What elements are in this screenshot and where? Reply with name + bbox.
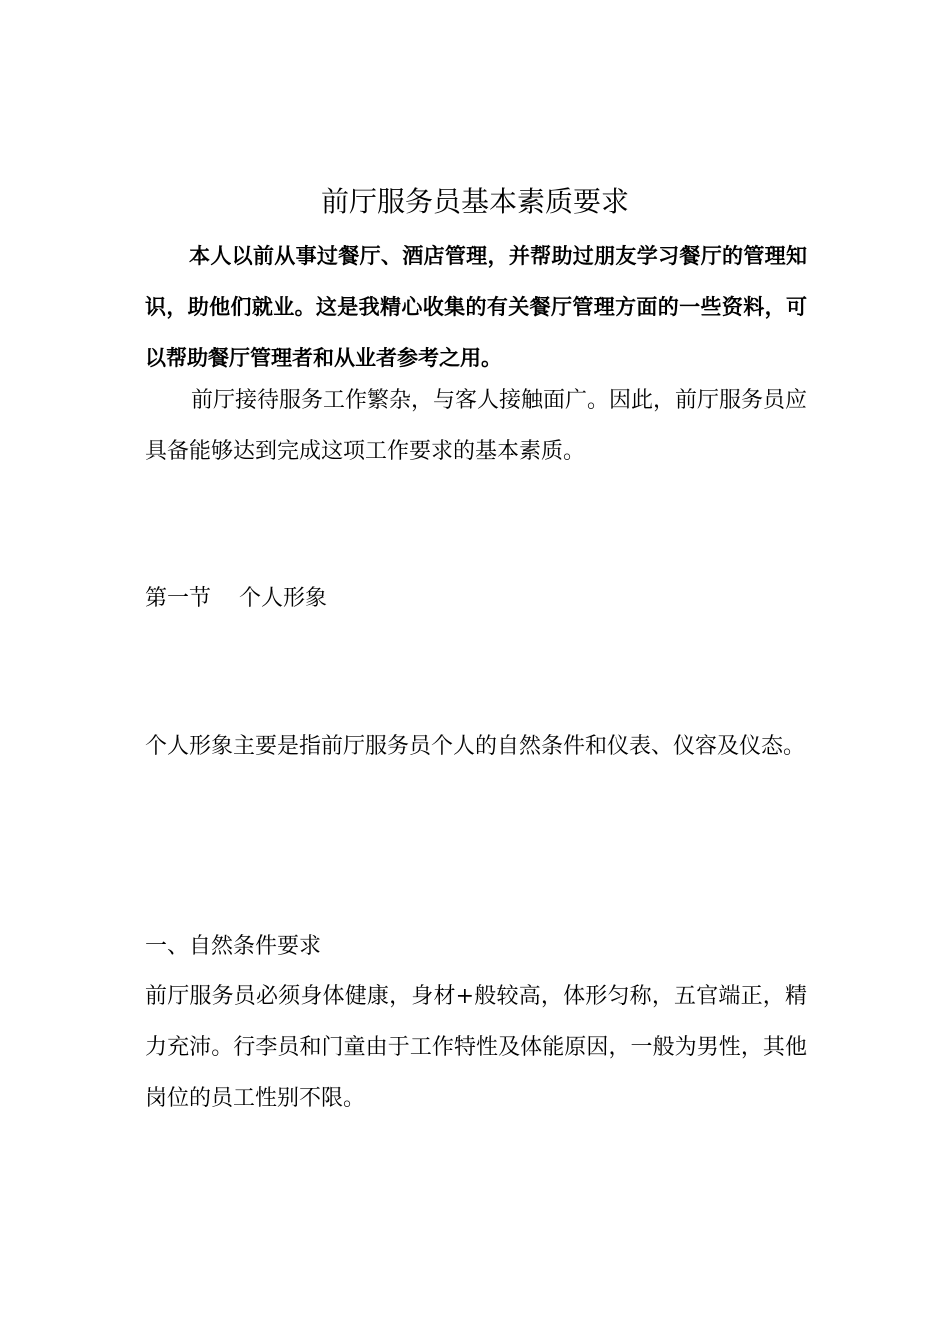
- section-heading: [145, 584, 327, 614]
- intro-paragraph: 本人以前从事过餐厅、酒店管理，并帮助过朋友学习餐厅的管理知识，助他们就业。这是我精心收集的有关餐厅管理方面的一些资料，可以帮助餐厅管理者和从业者参考之用。: [145, 244, 807, 370]
- document-title: 前厅服务员基本素质要求: [320, 185, 629, 218]
- section-label: 第一节: [145, 586, 212, 611]
- body-paragraph-3: 前厅服务员必须身体健康，身材+般较高，体形匀称，五官端正，精力充沛。行李员和门童由于工作特性及体能原因，一般为男性，其他岗位的员工性别不限。: [145, 984, 807, 1111]
- body-paragraph-1: 前厅接待服务工作繁杂，与客人接触面广。因此，前厅服务员应具备能够达到完成这项工作要求的基本素质。: [145, 388, 808, 464]
- section-title: 个人形象: [239, 586, 328, 611]
- body-paragraph-2: 个人形象主要是指前厅服务员个人的自然条件和仪表、仪容及仪态。: [145, 734, 806, 759]
- subsection-heading: 一、自然条件要求: [145, 934, 322, 959]
